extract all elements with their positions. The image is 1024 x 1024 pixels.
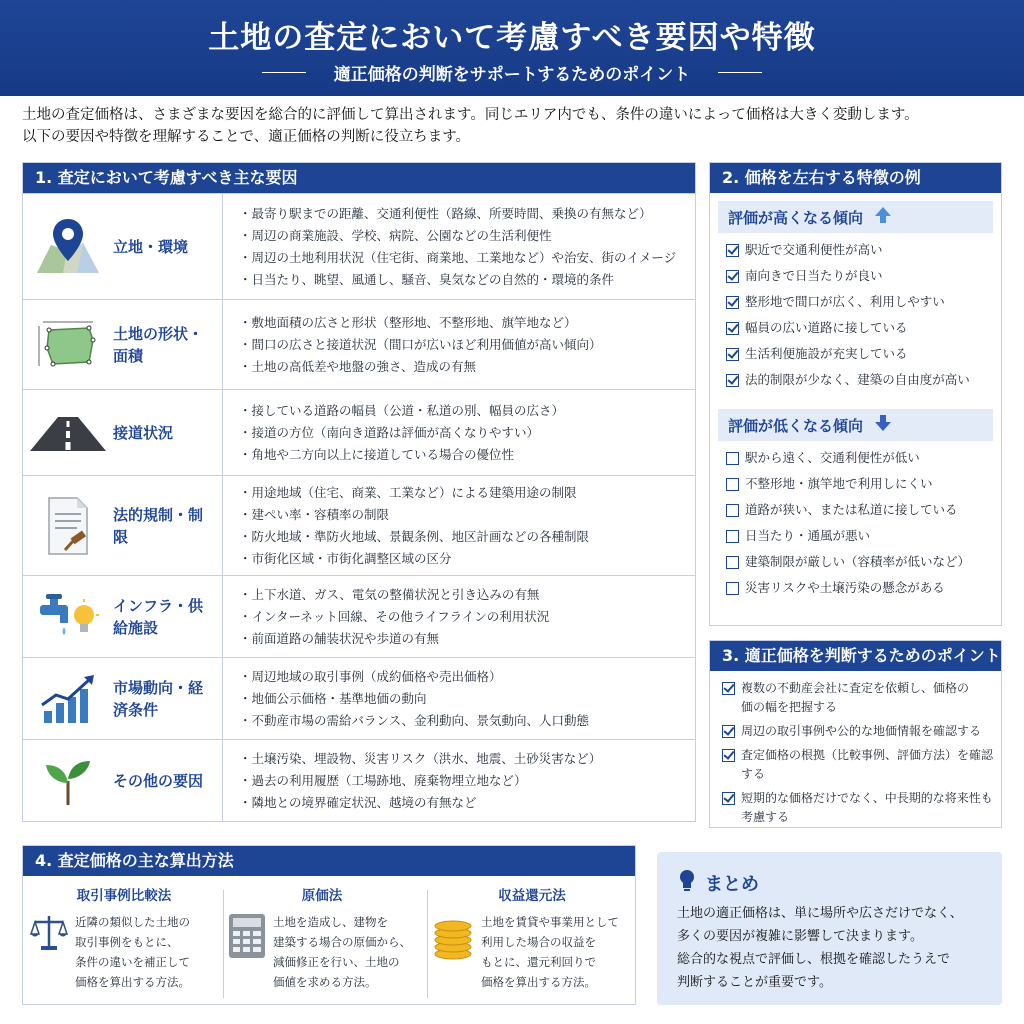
summary-box (657, 852, 1002, 1005)
faucet-bulb-icon (23, 576, 113, 657)
method-divider (223, 890, 224, 998)
judgment-point-text: 査定価格の根拠（比較事例、評価方法）を確認する (741, 748, 994, 781)
factors-title: 1. 査定において考慮すべき主な要因 (23, 163, 695, 193)
method-divider (427, 890, 428, 998)
factor-item: ・ 間口の広さと接道状況（間口が広いほど利用価値が高い傾向） (239, 334, 695, 356)
arrow-down-icon (873, 413, 893, 437)
factor-head (23, 390, 223, 475)
method-description (75, 912, 190, 992)
land-shape-icon (23, 300, 113, 389)
checkbox-checked (722, 682, 735, 695)
method-description (481, 912, 619, 992)
divider-line (718, 72, 762, 73)
low-trend-text: 駅から遠く、交通利便性が低い (745, 450, 920, 465)
summary-title: まとめ (705, 873, 759, 895)
method-body (29, 912, 219, 992)
method-desc-line: 条件の違いを補正して (75, 955, 190, 969)
method-description (273, 912, 411, 992)
factor-items (223, 194, 695, 299)
factor-row-market (23, 657, 695, 739)
high-trend-item (726, 263, 1001, 289)
factor-head (23, 576, 223, 657)
summary-line: 判断することが重要です。 (677, 975, 832, 990)
checkbox-unchecked (726, 452, 739, 465)
checkbox-checked (726, 374, 739, 387)
factor-item: ・ 土壌汚染、埋設物、災害リスク（洪水、地震、土砂災害など） (239, 748, 695, 770)
factor-row-other (23, 739, 695, 821)
intro-line: 土地の査定価格は、さまざまな要因を総合的に評価して算出されます。同じエリア内でも、条件の違いによって価格は大きく変動します。 (22, 107, 919, 123)
checkbox-unchecked (726, 556, 739, 569)
low-trend-item (726, 471, 1001, 497)
coins-icon (431, 912, 475, 964)
sprout-icon (23, 740, 113, 821)
factor-row-infra (23, 575, 695, 657)
checkbox-checked (726, 322, 739, 335)
calculator-icon (227, 912, 267, 964)
checkbox-checked (726, 244, 739, 257)
factor-name: 土地の形状・面積 (113, 324, 204, 365)
factor-item: ・ 土地の高低差や地盤の強さ、造成の有無 (239, 356, 695, 378)
checkbox-checked (722, 792, 735, 805)
factor-items (223, 390, 695, 475)
checkbox-checked (726, 348, 739, 361)
judgment-point-text: 複数の不動産会社に査定を依頼し、価格の (741, 681, 970, 695)
method-desc-line: 減価修正を行い、土地の (273, 955, 400, 969)
map-pin-icon (23, 194, 113, 299)
factor-name: 法的規制・制限 (113, 505, 204, 546)
road-icon (23, 390, 113, 475)
method-name: 収益還元法 (498, 888, 566, 904)
factor-item: ・ 防火地域・準防火地域、景観条例、地区計画などの各種制限 (239, 526, 695, 548)
factor-name: インフラ・供給施設 (113, 596, 204, 637)
method-cost (227, 884, 417, 1002)
factor-item: ・ 隣地との境界確定状況、越境の有無など (239, 792, 695, 814)
judgment-points-list (710, 671, 1001, 827)
low-trend-item (726, 549, 1001, 575)
low-trend-label: 評価が低くなる傾向 (728, 416, 864, 435)
factor-name: 立地・環境 (113, 237, 189, 256)
checkbox-checked (726, 270, 739, 283)
high-trend-text: 南向きで日当たりが良い (745, 268, 883, 283)
factor-item: ・ 接道の方位（南向き道路は評価が高くなりやすい） (239, 422, 695, 444)
factor-items (223, 300, 695, 389)
summary-line: 総合的な視点で評価し、根拠を確認したうえで (677, 952, 951, 967)
low-trend-text: 災害リスクや土壌汚染の懸念がある (745, 580, 945, 595)
rising-chart-icon (23, 658, 113, 739)
method-comparison (29, 884, 219, 1002)
low-trend-item (726, 575, 1001, 601)
method-income (431, 884, 633, 1002)
checkbox-checked (726, 296, 739, 309)
factor-name: 接道状況 (113, 423, 174, 442)
checkbox-unchecked (726, 582, 739, 595)
page-subtitle: 適正価格の判断をサポートするためのポイント (333, 65, 691, 85)
factor-item: ・ 過去の利用履歴（工場跡地、廃棄物埋立地など） (239, 770, 695, 792)
factor-item: ・ 用途地域（住宅、商業、工業など）による建築用途の制限 (239, 482, 695, 504)
factor-name: 市場動向・経済条件 (113, 678, 204, 719)
low-trend-text: 道路が狭い、または私道に接している (745, 502, 958, 517)
low-trend-item (726, 445, 1001, 471)
factor-item: ・ 周辺地域の取引事例（成約価格や売出価格） (239, 666, 695, 688)
factor-item: ・ 接している道路の幅員（公道・私道の別、幅員の広さ） (239, 400, 695, 422)
checkbox-checked (722, 749, 735, 762)
high-trend-text: 駅近で交通利便性が高い (745, 242, 883, 257)
intro-text (22, 104, 1012, 148)
factor-item: ・ インターネット回線、その他ライフラインの利用状況 (239, 606, 695, 628)
method-desc-line: 建築する場合の原価から、 (273, 935, 411, 949)
judgment-points-title: 3. 適正価格を判断するためのポイント (710, 641, 1001, 671)
method-desc-line: 近隣の類似した土地の (75, 915, 190, 929)
factor-item: ・ 敷地面積の広さと形状（整形地、不整形地、旗竿地など） (239, 312, 695, 334)
method-desc-line: 価格を算出する方法。 (481, 975, 596, 989)
high-trend-item (726, 289, 1001, 315)
factor-item: ・ 周辺の商業施設、学校、病院、公園などの生活利便性 (239, 225, 695, 247)
high-trend-text: 法的制限が少なく、建築の自由度が高い (745, 372, 970, 387)
intro-line: 以下の要因や特徴を理解することで、適正価格の判断に役立ちます。 (22, 129, 471, 145)
factor-head (23, 476, 223, 575)
low-trend-item (726, 497, 1001, 523)
factor-item: ・ 角地や二方向以上に接道している場合の優位性 (239, 444, 695, 466)
factor-items (223, 658, 695, 739)
factor-item: ・ 前面道路の舗装状況や歩道の有無 (239, 628, 695, 650)
lightbulb-icon (677, 868, 697, 897)
high-trend-text: 整形地で間口が広く、利用しやすい (745, 294, 945, 309)
method-desc-line: 価格を算出する方法。 (75, 975, 190, 989)
divider-line (262, 72, 306, 73)
methods-title: 4. 査定価格の主な算出方法 (23, 846, 635, 876)
legal-document-icon (23, 476, 113, 575)
low-trend-text: 日当たり・通風が悪い (745, 528, 871, 543)
judgment-point-text: 考慮する (741, 810, 790, 824)
low-trend-text: 不整形地・旗竿地で利用しにくい (745, 476, 933, 491)
factor-item: ・ 市街化区域・市街化調整区域の区分 (239, 548, 695, 570)
factor-item: ・ 不動産市場の需給バランス、金利動向、景気動向、人口動態 (239, 710, 695, 732)
summary-line: 多くの要因が複雑に影響して決まります。 (677, 929, 923, 944)
high-trend-item (726, 367, 1001, 393)
factor-head (23, 740, 223, 821)
summary-text (677, 902, 992, 994)
method-desc-line: 利用した場合の収益を (481, 935, 596, 949)
factor-item: ・ 最寄り駅までの距離、交通利便性（路線、所要時間、乗換の有無など） (239, 203, 695, 225)
page-title: 土地の査定において考慮すべき要因や特徴 (208, 20, 816, 56)
judgment-point (722, 679, 993, 717)
arrow-up-icon (873, 205, 893, 229)
judgment-points-panel (709, 640, 1002, 828)
price-features-panel (709, 162, 1002, 626)
factor-item: ・ 地価公示価格・基準地価の動向 (239, 688, 695, 710)
factor-items (223, 740, 695, 821)
judgment-point (722, 789, 993, 827)
method-body (431, 912, 633, 992)
method-desc-line: 取引事例をもとに、 (75, 935, 179, 949)
judgment-point-text: 価の幅を把握する (741, 700, 838, 714)
judgment-point-text: 周辺の取引事例や公的な地価情報を確認する (741, 724, 982, 738)
judgment-point (722, 746, 993, 784)
factor-head (23, 658, 223, 739)
method-desc-line: 土地を造成し、建物を (273, 915, 388, 929)
factor-name: その他の要因 (113, 771, 204, 790)
low-trend-list (710, 441, 1001, 601)
scale-icon (29, 912, 69, 956)
method-name: 取引事例比較法 (76, 888, 172, 904)
high-trend-text: 生活利便施設が充実している (745, 346, 908, 361)
checkbox-checked (722, 725, 735, 738)
factor-head (23, 194, 223, 299)
method-desc-line: もとに、還元利回りで (481, 955, 596, 969)
low-trend-text: 建築制限が厳しい（容積率が低いなど） (745, 554, 971, 569)
price-features-title: 2. 価格を左右する特徴の例 (710, 163, 1001, 193)
factor-item: ・ 上下水道、ガス、電気の整備状況と引き込みの有無 (239, 584, 695, 606)
high-trend-label: 評価が高くなる傾向 (728, 208, 864, 227)
high-trend-item (726, 237, 1001, 263)
method-name: 原価法 (301, 888, 343, 904)
high-trend-item (726, 315, 1001, 341)
page-header (0, 0, 1024, 96)
method-body (227, 912, 417, 992)
factor-items (223, 576, 695, 657)
factor-item: ・ 周辺の土地利用状況（住宅街、商業地、工業地など）や治安、街のイメージ (239, 247, 695, 269)
summary-line: 土地の適正価格は、単に場所や広さだけでなく、 (677, 906, 963, 921)
factor-row-location (23, 193, 695, 299)
high-trend-list (710, 233, 1001, 393)
checkbox-unchecked (726, 478, 739, 491)
page-subtitle-row (0, 60, 1024, 85)
high-trend-item (726, 341, 1001, 367)
judgment-point (722, 722, 993, 741)
factor-row-legal (23, 475, 695, 575)
factor-head (23, 300, 223, 389)
methods-panel (22, 845, 636, 1005)
checkbox-unchecked (726, 530, 739, 543)
factor-row-shape (23, 299, 695, 389)
factors-panel (22, 162, 696, 822)
factor-items (223, 476, 695, 575)
method-desc-line: 土地を賃貸や事業用として (481, 915, 619, 929)
high-trend-header (718, 201, 993, 233)
factor-row-road (23, 389, 695, 475)
factor-item: ・ 建ぺい率・容積率の制限 (239, 504, 695, 526)
judgment-point-text: 短期的な価格だけでなく、中長期的な将来性も (741, 791, 993, 805)
method-desc-line: 価値を求める方法。 (273, 975, 377, 989)
checkbox-unchecked (726, 504, 739, 517)
low-trend-header (718, 409, 993, 441)
low-trend-item (726, 523, 1001, 549)
factor-item: ・ 日当たり、眺望、風通し、騒音、臭気などの自然的・環境的条件 (239, 269, 695, 291)
high-trend-text: 幅員の広い道路に接している (745, 320, 908, 335)
summary-title-row (677, 868, 759, 897)
